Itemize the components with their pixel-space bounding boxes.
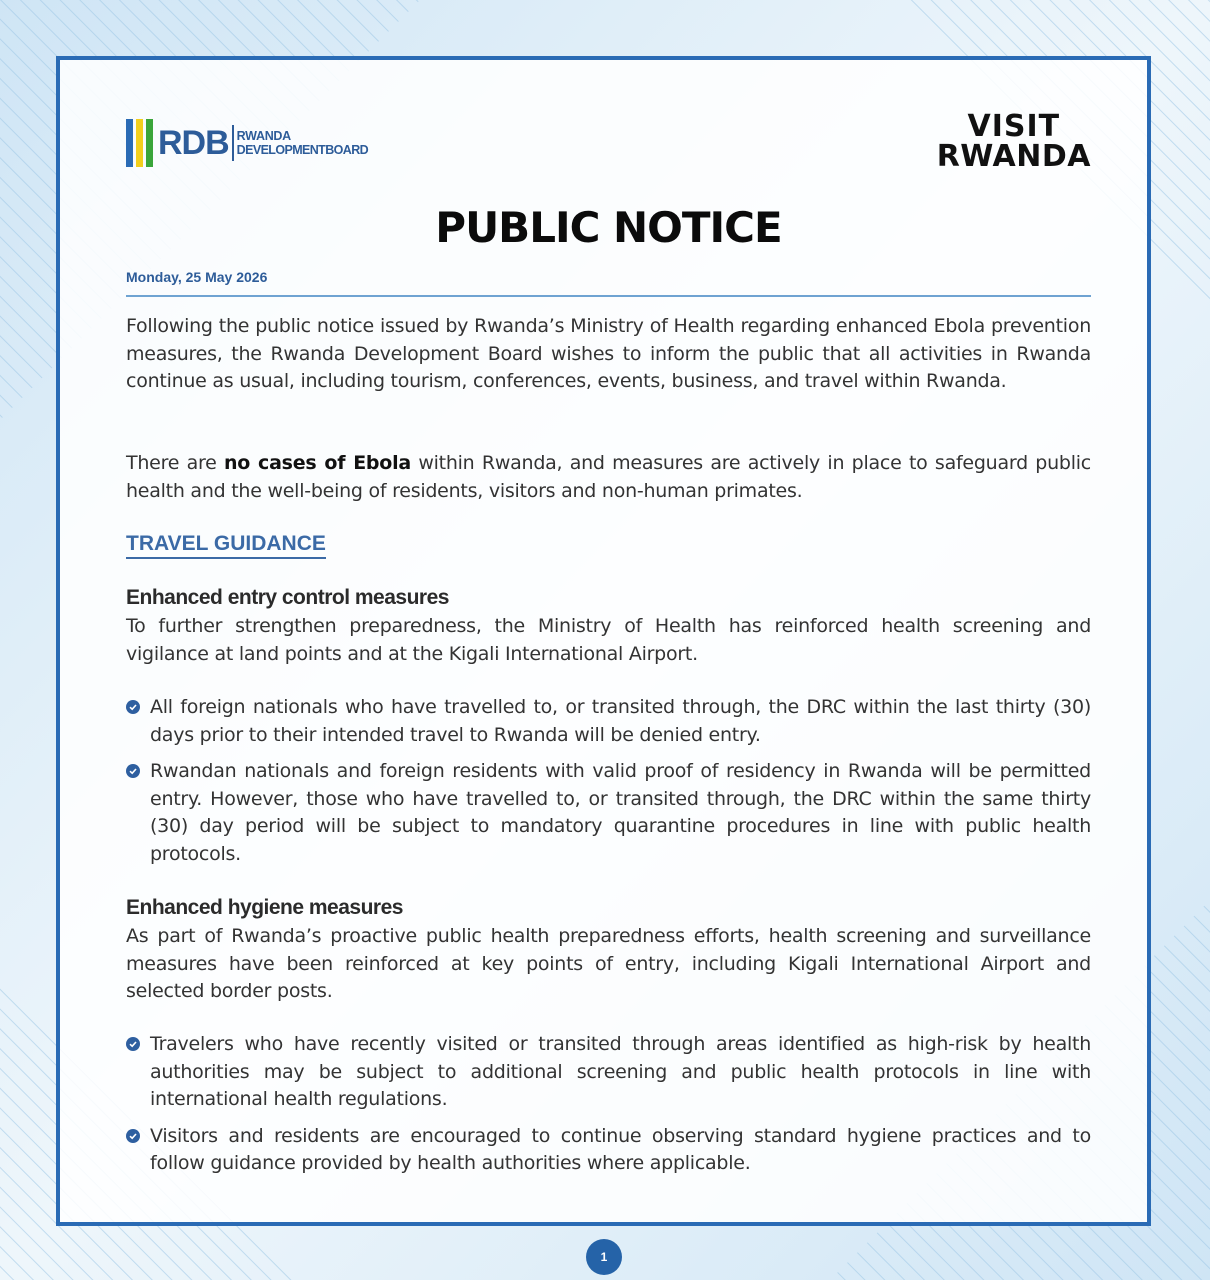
visit-rwanda-logo: [936, 109, 1091, 174]
status-bold: no cases of Ebola: [223, 452, 411, 474]
list-item: [126, 1031, 1091, 1114]
entry-bullet-2-text: Rwandan nationals and foreign residents with valid proof of residency in Rwanda will be permitted entry. However, those who have travelled to, or transited through, the DRC within the same thirty (30) day period will be subject to mandatory quarantine procedures in line with public health protocols.: [150, 760, 1091, 865]
entry-bullet-1-text: All foreign nationals who have travelled to, or transited through, the DRC within the last thirty (30) days prior to their intended travel to Rwanda will be denied entry.: [150, 696, 1091, 746]
check-bullet-icon: [126, 1037, 140, 1051]
list-item: [126, 694, 1091, 749]
page-title: PUBLIC NOTICE: [435, 203, 782, 252]
entry-bullet-list: [126, 694, 1091, 877]
stripe-blue: [126, 119, 133, 167]
list-item: [126, 758, 1091, 868]
hygiene-bullet-2-text: Visitors and residents are encouraged to continue observing standard hygiene practices and to follow guidance provided by health authorities where applicable.: [150, 1124, 1091, 1174]
status-paragraph: [126, 450, 1091, 505]
hygiene-bullet-list: [126, 1031, 1091, 1187]
hygiene-heading: Enhanced hygiene measures: [126, 896, 403, 919]
entry-heading: Enhanced entry control measures: [126, 586, 449, 609]
check-bullet-icon: [126, 764, 140, 778]
stripe-yellow: [136, 119, 143, 167]
notice-frame: [56, 56, 1151, 1226]
rwanda-flag-stripes-icon: [126, 119, 156, 167]
rdb-full-name: [237, 129, 368, 157]
rdb-logo: [126, 118, 368, 168]
rdb-line2: DEVELOPMENTBOARD: [236, 143, 369, 157]
hygiene-paragraph: As part of Rwanda’s proactive public health preparedness efforts, health screening and surveillance measures have been reinforced at key points of entry, including Kigali International Airport and selected border posts.: [126, 925, 1091, 1002]
divider: [126, 295, 1091, 297]
visit-line2: RWANDA: [936, 139, 1091, 174]
rdb-separator: [232, 125, 234, 161]
check-bullet-icon: [126, 700, 140, 714]
entry-paragraph: To further strengthen preparedness, the Ministry of Health has reinforced health screening and vigilance at land points and at the Kigali International Airport.: [126, 615, 1091, 665]
rdb-line1: RWANDA: [236, 129, 291, 143]
notice-date: Monday, 25 May 2026: [126, 269, 268, 285]
status-pre: There are: [126, 452, 224, 474]
rdb-abbr: RDB: [158, 124, 229, 162]
status-post: within Rwanda, and measures are actively in place to safeguard public health and the well-being of residents, visitors and non-human primates.: [126, 452, 1091, 502]
section-title-travel-guidance: TRAVEL GUIDANCE: [126, 532, 326, 559]
list-item: [126, 1123, 1091, 1178]
intro-paragraph: Following the public notice issued by Rwanda’s Ministry of Health regarding enhanced Ebola prevention measures, the Rwanda Development Board wishes to inform the public that all activities in Rwanda continue as usual, including tourism, conferences, events, business, and travel within Rwanda.: [126, 315, 1091, 392]
hygiene-bullet-1-text: Travelers who have recently visited or transited through areas identified as high-risk by health authorities may be subject to additional screening and public health protocols in line with international health regulations.: [150, 1033, 1091, 1110]
visit-line1: VISIT: [967, 109, 1061, 144]
stripe-green: [146, 119, 153, 167]
page-number-badge: 1: [586, 1239, 622, 1275]
check-bullet-icon: [126, 1129, 140, 1143]
